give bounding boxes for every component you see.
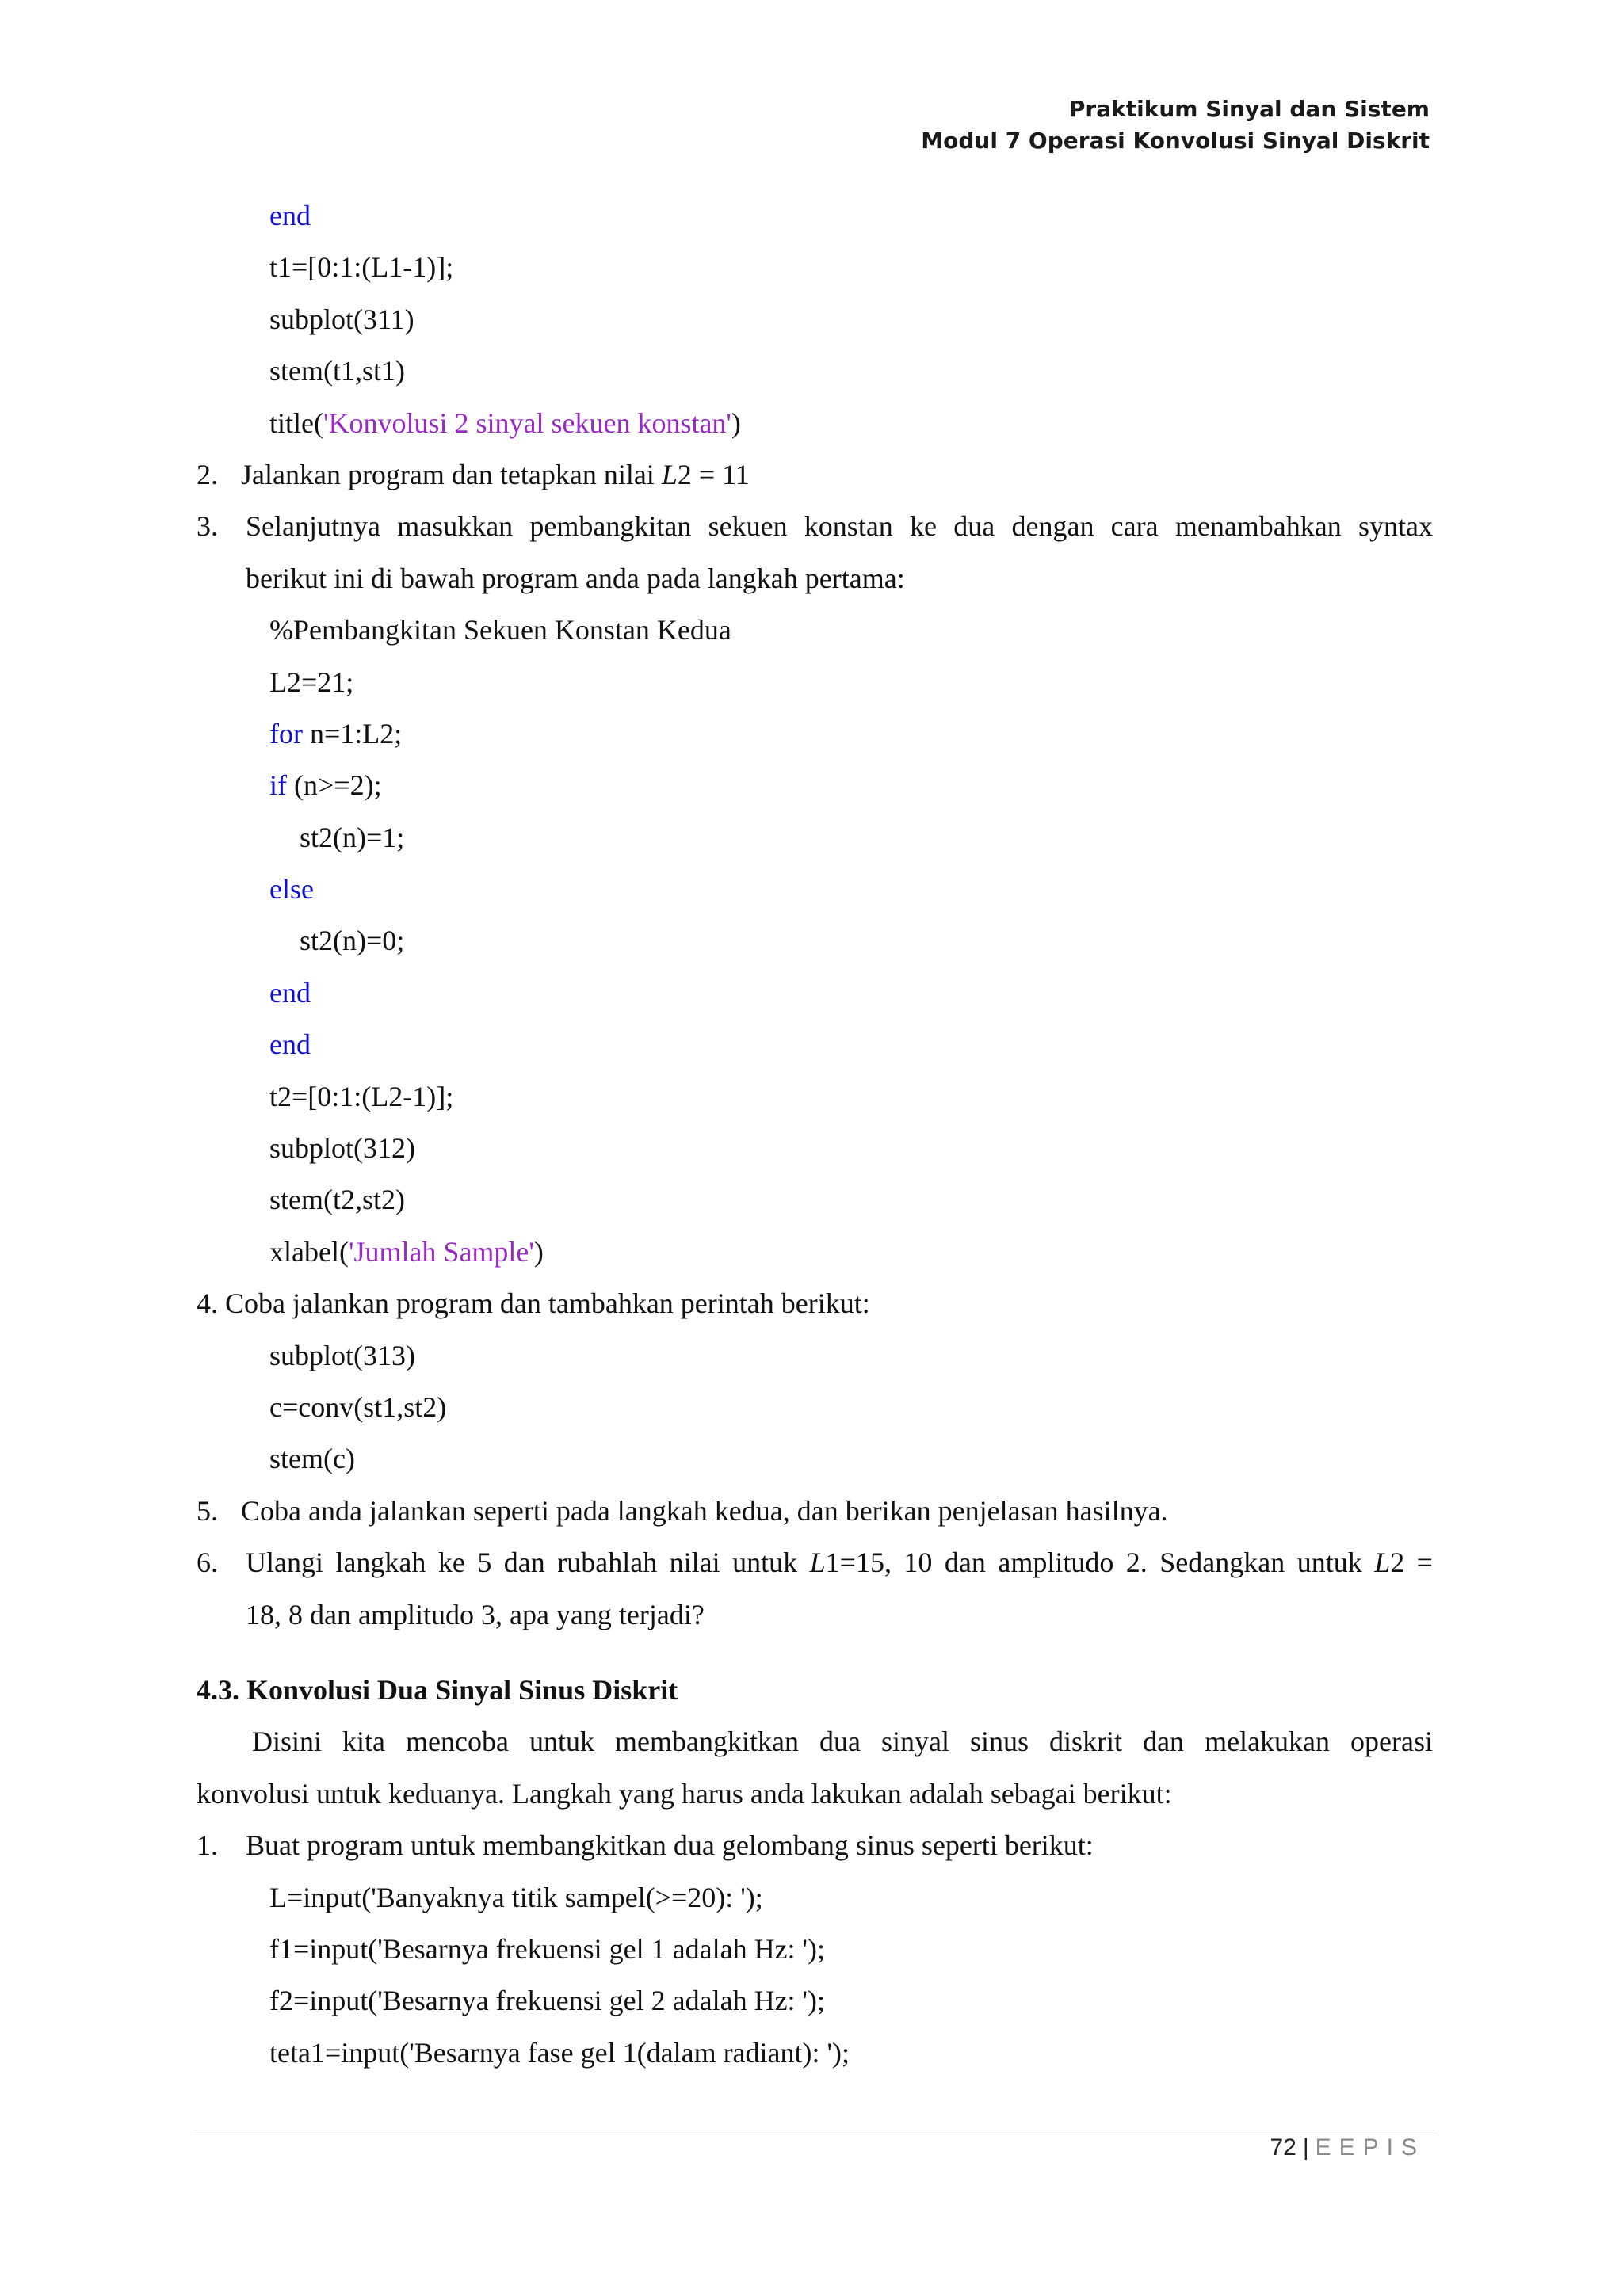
code-string: 'Konvolusi 2 sinyal sekuen konstan' bbox=[323, 406, 731, 439]
footer-separator: | bbox=[1302, 2134, 1309, 2161]
list-item-step-1 bbox=[197, 1820, 1433, 1871]
code-line: f2=input('Besarnya frekuensi gel 2 adalah Hz: '); bbox=[269, 1985, 826, 2017]
code-keyword: end bbox=[269, 200, 311, 231]
page-header bbox=[921, 93, 1430, 157]
code-keyword: if bbox=[269, 769, 287, 802]
code-line: subplot(311) bbox=[269, 303, 414, 335]
step-text: 2 = bbox=[1390, 1547, 1433, 1579]
code-comment: %Pembangkitan Sekuen Konstan Kedua bbox=[269, 614, 731, 646]
code-line: stem(c) bbox=[269, 1443, 355, 1475]
list-number: 4. bbox=[197, 1287, 218, 1320]
code-line: st2(n)=0; bbox=[300, 925, 405, 957]
list-number: 6. bbox=[197, 1547, 218, 1579]
page-number: 72 bbox=[1270, 2134, 1296, 2161]
code-text: n=1:L2; bbox=[302, 717, 403, 749]
step-text: Coba jalankan program dan tambahkan perintah berikut: bbox=[225, 1287, 870, 1320]
list-number: 1. bbox=[197, 1829, 218, 1862]
spacer bbox=[197, 1641, 1433, 1665]
code-paren: ) bbox=[731, 406, 741, 439]
step-text: Selanjutnya masukkan pembangkitan sekuen konstan ke dua dengan cara menambahkan syntax bbox=[246, 510, 1433, 543]
paragraph-line: konvolusi untuk keduanya. Langkah yang harus anda lakukan adalah sebagai berikut: bbox=[197, 1777, 1172, 1810]
math-var: L bbox=[661, 458, 678, 490]
code-line: t1=[0:1:(L1-1)]; bbox=[269, 251, 454, 284]
code-line: stem(t1,st1) bbox=[269, 355, 405, 387]
list-number: 3. bbox=[197, 510, 218, 543]
paragraph-line: Disini kita mencoba untuk membangkitkan dua sinyal sinus diskrit dan melakukan operasi bbox=[252, 1726, 1433, 1758]
step-text: Coba anda jalankan seperti pada langkah kedua, dan berikan penjelasan hasilnya. bbox=[241, 1494, 1168, 1527]
code-line bbox=[197, 708, 1433, 760]
header-course-title: Praktikum Sinyal dan Sistem bbox=[1068, 96, 1430, 122]
list-item-step-4 bbox=[197, 1278, 1433, 1329]
code-line bbox=[197, 1226, 1433, 1278]
code-keyword: for bbox=[269, 717, 303, 749]
code-line: stem(t2,st2) bbox=[269, 1184, 405, 1216]
step-text: 1=15, 10 dan amplitudo 2. Sedangkan untuk bbox=[825, 1547, 1375, 1579]
code-line bbox=[197, 760, 1433, 811]
list-item-step-5 bbox=[197, 1486, 1433, 1537]
section-heading: 4.3. Konvolusi Dua Sinyal Sinus Diskrit bbox=[197, 1673, 678, 1706]
list-item-continuation: berikut ini di bawah program anda pada langkah pertama: bbox=[246, 562, 905, 594]
code-text: (n>=2); bbox=[287, 769, 382, 802]
list-item-step-6 bbox=[197, 1537, 1433, 1589]
code-keyword: end bbox=[269, 1028, 311, 1061]
list-number: 2. bbox=[197, 458, 218, 490]
code-line: st2(n)=1; bbox=[300, 821, 405, 853]
list-item-step-2 bbox=[197, 449, 1433, 501]
step-text: Ulangi langkah ke 5 dan rubahlah nilai untuk bbox=[246, 1547, 810, 1579]
code-fn: title( bbox=[269, 406, 323, 439]
code-line: teta1=input('Besarnya fase gel 1(dalam radiant): '); bbox=[269, 2036, 850, 2069]
code-line: c=conv(st1,st2) bbox=[269, 1390, 447, 1423]
code-keyword: else bbox=[269, 873, 314, 906]
code-line bbox=[197, 967, 1433, 1019]
code-string: 'Jumlah Sample' bbox=[348, 1235, 534, 1268]
footer-brand: EEPIS bbox=[1315, 2134, 1425, 2161]
code-line: L2=21; bbox=[269, 666, 354, 698]
page-footer bbox=[1270, 2134, 1425, 2161]
code-line: L=input('Banyaknya titik sampel(>=20): '); bbox=[269, 1881, 763, 1913]
step-text-rest: 2 = 11 bbox=[677, 458, 750, 490]
code-line bbox=[197, 398, 1433, 449]
page-content bbox=[197, 190, 1433, 2079]
code-keyword: end bbox=[269, 976, 311, 1009]
code-line bbox=[197, 1019, 1433, 1070]
code-line bbox=[197, 190, 1433, 242]
step-text: Buat program untuk membangkitkan dua gelombang sinus seperti berikut: bbox=[246, 1829, 1094, 1862]
code-line bbox=[197, 864, 1433, 915]
list-item-step-3 bbox=[197, 501, 1433, 552]
list-number: 5. bbox=[197, 1494, 218, 1527]
list-item-continuation: 18, 8 dan amplitudo 3, apa yang terjadi? bbox=[246, 1598, 705, 1630]
code-line: subplot(312) bbox=[269, 1132, 415, 1165]
code-line: subplot(313) bbox=[269, 1339, 415, 1371]
code-fn: xlabel( bbox=[269, 1235, 349, 1268]
step-text: Jalankan program dan tetapkan nilai bbox=[241, 458, 662, 490]
code-paren: ) bbox=[533, 1235, 544, 1268]
header-module-title: Modul 7 Operasi Konvolusi Sinyal Diskrit bbox=[921, 128, 1430, 154]
code-line: t2=[0:1:(L2-1)]; bbox=[269, 1080, 454, 1112]
code-line: f1=input('Besarnya frekuensi gel 1 adalah Hz: '); bbox=[269, 1932, 826, 1965]
math-var: L bbox=[1374, 1547, 1391, 1579]
math-var: L bbox=[809, 1547, 826, 1579]
